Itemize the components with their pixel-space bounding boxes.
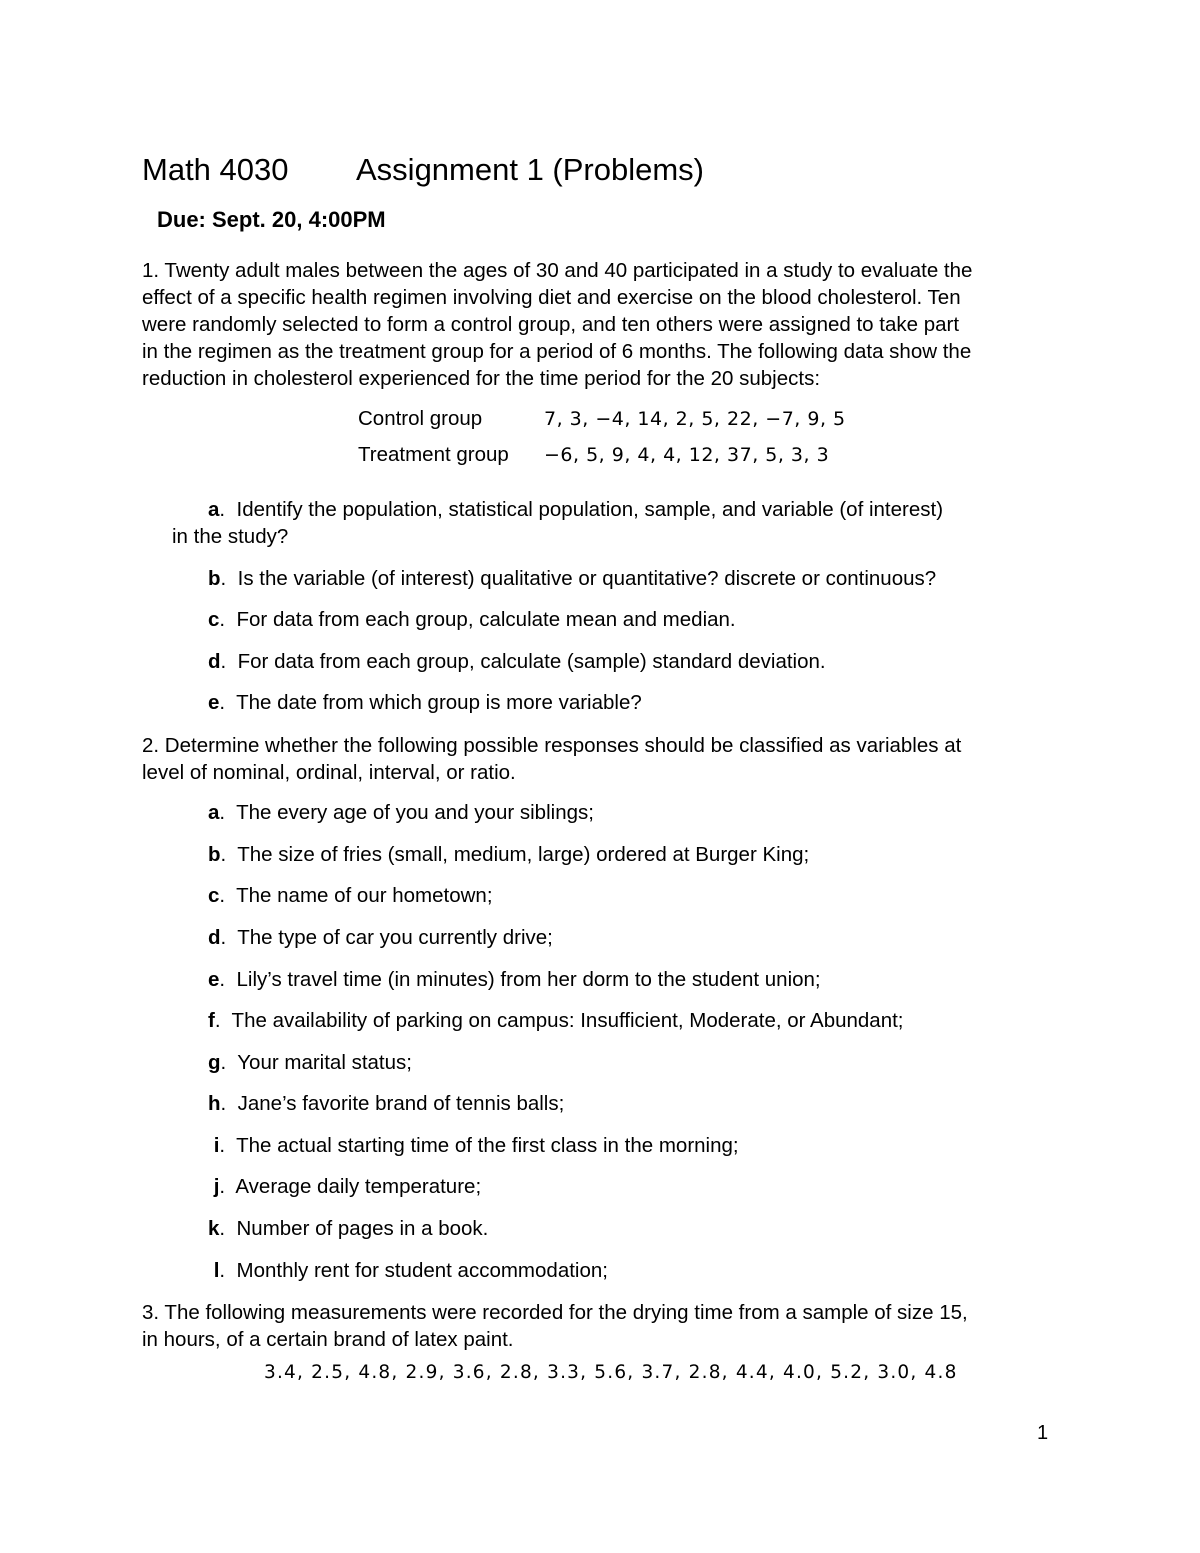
q1-part-d: d. For data from each group, calculate (sample) standard deviation. [208, 650, 826, 673]
question-1-line: in the regimen as the treatment group for a period of 6 months. The following data show the [142, 340, 972, 363]
question-1-text [142, 257, 1062, 392]
question-3-line: in hours, of a certain brand of latex paint. [142, 1328, 514, 1351]
part-letter: d [208, 926, 221, 949]
part-text: The date from which group is more variable? [236, 691, 642, 714]
q1-part-e: e. The date from which group is more variable? [208, 691, 642, 714]
treatment-group-row [358, 443, 846, 479]
part-letter: i [213, 1134, 220, 1157]
assignment-title: Assignment 1 (Problems) [356, 152, 705, 187]
q2-part-l: l. Monthly rent for student accommodation; [213, 1259, 608, 1282]
part-letter: f [208, 1009, 215, 1032]
part-letter: b [208, 843, 221, 866]
part-text: The actual starting time of the first class in the morning; [236, 1134, 739, 1157]
drying-time-measurements: 3.4, 2.5, 4.8, 2.9, 3.6, 2.8, 3.3, 5.6, 3.7, 2.8, 4.4, 4.0, 5.2, 3.0, 4.8 [264, 1362, 958, 1383]
control-group-row [358, 407, 846, 443]
treatment-group-values: −6, 5, 9, 4, 4, 12, 37, 5, 3, 3 [544, 444, 830, 466]
control-group-values: 7, 3, −4, 14, 2, 5, 22, −7, 9, 5 [544, 408, 846, 430]
part-letter: j [213, 1175, 220, 1198]
part-text: Identify the population, statistical population, sample, and variable (of interest) [236, 498, 944, 521]
q1-part-c: c. For data from each group, calculate mean and median. [208, 608, 736, 631]
q2-part-d: d. The type of car you currently drive; [208, 926, 553, 949]
part-text: Average daily temperature; [235, 1175, 482, 1198]
q2-part-f: f. The availability of parking on campus: Insufficient, Moderate, or Abundant; [208, 1009, 904, 1032]
question-3-text [142, 1299, 1062, 1353]
cholesterol-data-table [358, 407, 846, 479]
q1-part-b: b. Is the variable (of interest) qualitative or quantitative? discrete or continuous? [208, 567, 937, 590]
q2-part-h: h. Jane’s favorite brand of tennis balls; [208, 1092, 565, 1115]
part-text: The name of our hometown; [236, 884, 493, 907]
part-letter: e [208, 691, 220, 714]
part-text: Is the variable (of interest) qualitative or quantitative? discrete or continuous? [237, 567, 937, 590]
part-letter: h [208, 1092, 221, 1115]
q2-part-e: e. Lily’s travel time (in minutes) from her dorm to the student union; [208, 968, 821, 991]
part-text: Lily’s travel time (in minutes) from her dorm to the student union; [236, 968, 821, 991]
part-letter: c [208, 884, 220, 907]
page-number: 1 [1037, 1422, 1049, 1444]
q2-part-k: k. Number of pages in a book. [208, 1217, 489, 1240]
question-1-line: effect of a specific health regimen involving diet and exercise on the blood cholesterol. Ten [142, 286, 961, 309]
due-date: Due: Sept. 20, 4:00PM [157, 207, 386, 232]
question-3-line: 3. The following measurements were recorded for the drying time from a sample of size 15, [142, 1301, 968, 1324]
part-text: The availability of parking on campus: Insufficient, Moderate, or Abundant; [231, 1009, 904, 1032]
question-1-line: were randomly selected to form a control group, and ten others were assigned to take part [142, 313, 960, 336]
part-text: The type of car you currently drive; [237, 926, 553, 949]
q1-part-a-continued: in the study? [172, 525, 289, 548]
part-text: For data from each group, calculate mean and median. [236, 608, 736, 631]
question-2-line: 2. Determine whether the following possible responses should be classified as variables at [142, 734, 962, 757]
part-text: Jane’s favorite brand of tennis balls; [237, 1092, 565, 1115]
q2-part-b: b. The size of fries (small, medium, large) ordered at Burger King; [208, 843, 810, 866]
part-letter: k [208, 1217, 220, 1240]
part-letter: d [208, 650, 221, 673]
q2-part-c: c. The name of our hometown; [208, 884, 493, 907]
part-text: The every age of you and your siblings; [236, 801, 594, 824]
part-text: Monthly rent for student accommodation; [236, 1259, 608, 1282]
part-letter: e [208, 968, 220, 991]
part-text: Your marital status; [237, 1051, 412, 1074]
question-2-text [142, 732, 1062, 786]
q2-part-g: g. Your marital status; [208, 1051, 412, 1074]
q1-part-a: a. Identify the population, statistical population, sample, and variable (of interest) [208, 498, 944, 521]
part-text: Number of pages in a book. [236, 1217, 489, 1240]
part-letter: b [208, 567, 221, 590]
part-letter: a [208, 801, 220, 824]
part-letter: a [208, 498, 220, 521]
q2-part-i: i. The actual starting time of the first class in the morning; [213, 1134, 739, 1157]
part-letter: l [213, 1259, 220, 1282]
part-letter: c [208, 608, 220, 631]
page-title [142, 152, 704, 188]
control-group-label: Control group [358, 407, 483, 430]
q2-part-j: j. Average daily temperature; [213, 1175, 482, 1198]
course-code: Math 4030 [142, 152, 289, 187]
part-letter: g [208, 1051, 221, 1074]
treatment-group-label: Treatment group [358, 443, 509, 466]
question-2-line: level of nominal, ordinal, interval, or ratio. [142, 761, 516, 784]
part-text: The size of fries (small, medium, large) ordered at Burger King; [237, 843, 810, 866]
part-text: For data from each group, calculate (sample) standard deviation. [237, 650, 826, 673]
q2-part-a: a. The every age of you and your siblings; [208, 801, 594, 824]
question-1-line: 1. Twenty adult males between the ages of 30 and 40 participated in a study to evaluate the [142, 259, 973, 282]
question-1-line: reduction in cholesterol experienced for the time period for the 20 subjects: [142, 367, 821, 390]
